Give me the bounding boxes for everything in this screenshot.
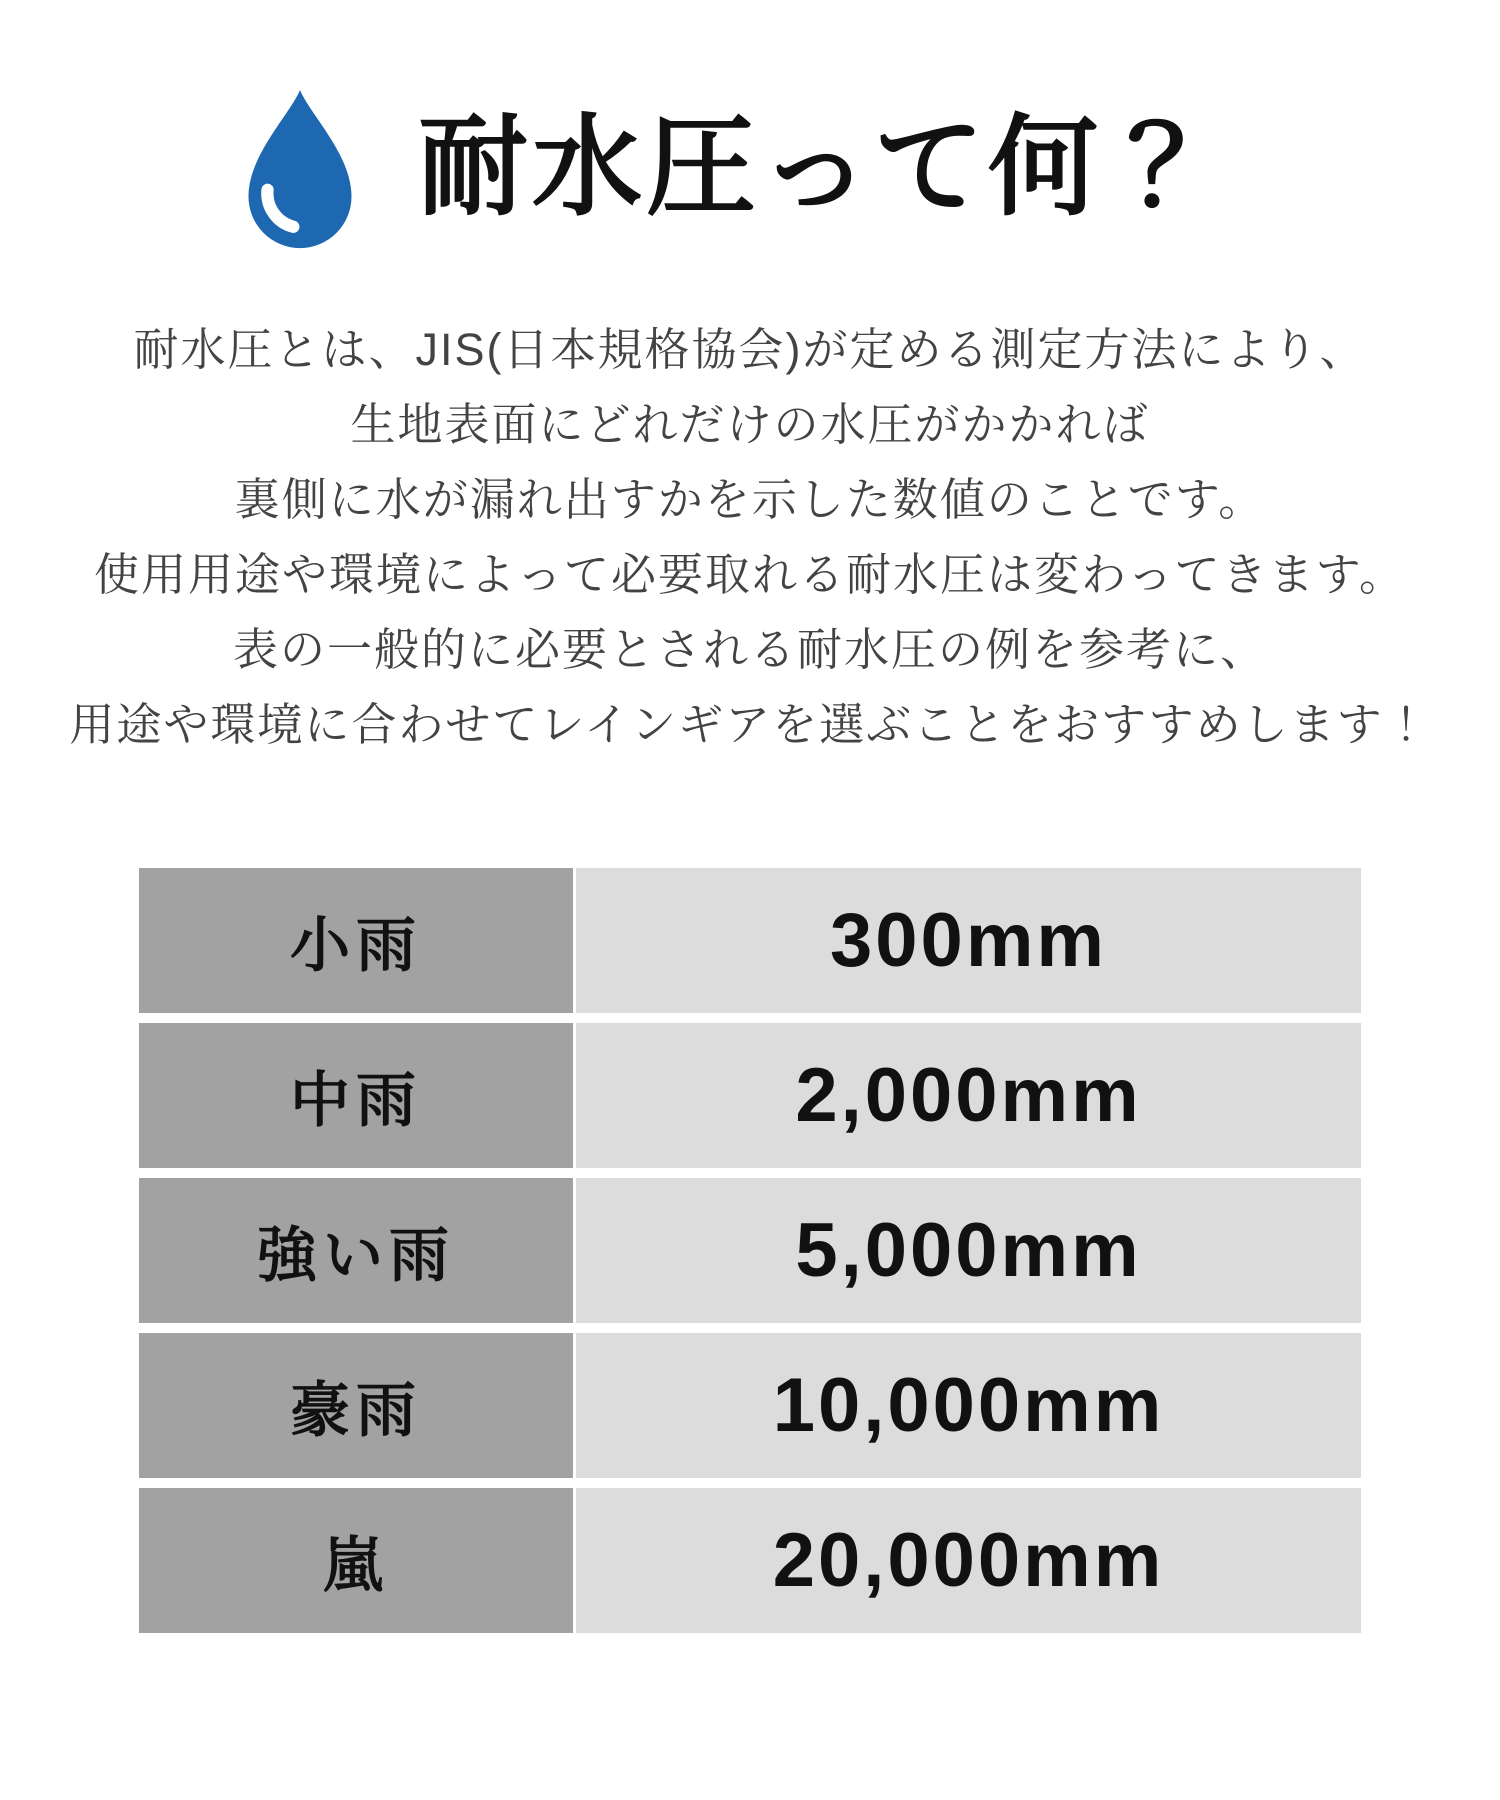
intro-paragraph [0, 312, 1500, 762]
page-title: 耐水圧って何？ [418, 106, 1216, 229]
rain-type-cell: 小雨 [139, 868, 573, 1013]
pressure-value-cell: 10,000mm [576, 1333, 1361, 1478]
intro-line-2: 生地表面にどれだけの水圧がかかれば [350, 399, 1150, 450]
rain-type-cell: 中雨 [139, 1023, 573, 1168]
rain-type-cell: 嵐 [139, 1488, 573, 1633]
pressure-value-cell: 20,000mm [576, 1488, 1361, 1633]
table-row [139, 1333, 1361, 1478]
intro-line-1: 耐水圧とは、JIS(日本規格協会)が定める測定方法により、 [133, 324, 1367, 375]
water-drop-icon [244, 86, 356, 250]
table-row [139, 1023, 1361, 1168]
intro-line-5: 表の一般的に必要とされる耐水圧の例を参考に、 [232, 624, 1267, 675]
pressure-value-cell: 5,000mm [576, 1178, 1361, 1323]
table-row [139, 1488, 1361, 1633]
header [0, 0, 1460, 250]
rain-type-cell: 強い雨 [139, 1178, 573, 1323]
table-row [139, 868, 1361, 1013]
intro-line-4: 使用用途や環境によって必要取れる耐水圧は変わってきます。 [94, 549, 1406, 600]
intro-line-3: 裏側に水が漏れ出すかを示した数値のことです。 [234, 474, 1266, 525]
pressure-value-cell: 300mm [576, 868, 1361, 1013]
pressure-value-cell: 2,000mm [576, 1023, 1361, 1168]
table-row [139, 1178, 1361, 1323]
water-pressure-table [139, 868, 1361, 1633]
intro-line-6: 用途や環境に合わせてレインギアを選ぶことをおすすめします！ [69, 699, 1431, 750]
rain-type-cell: 豪雨 [139, 1333, 573, 1478]
